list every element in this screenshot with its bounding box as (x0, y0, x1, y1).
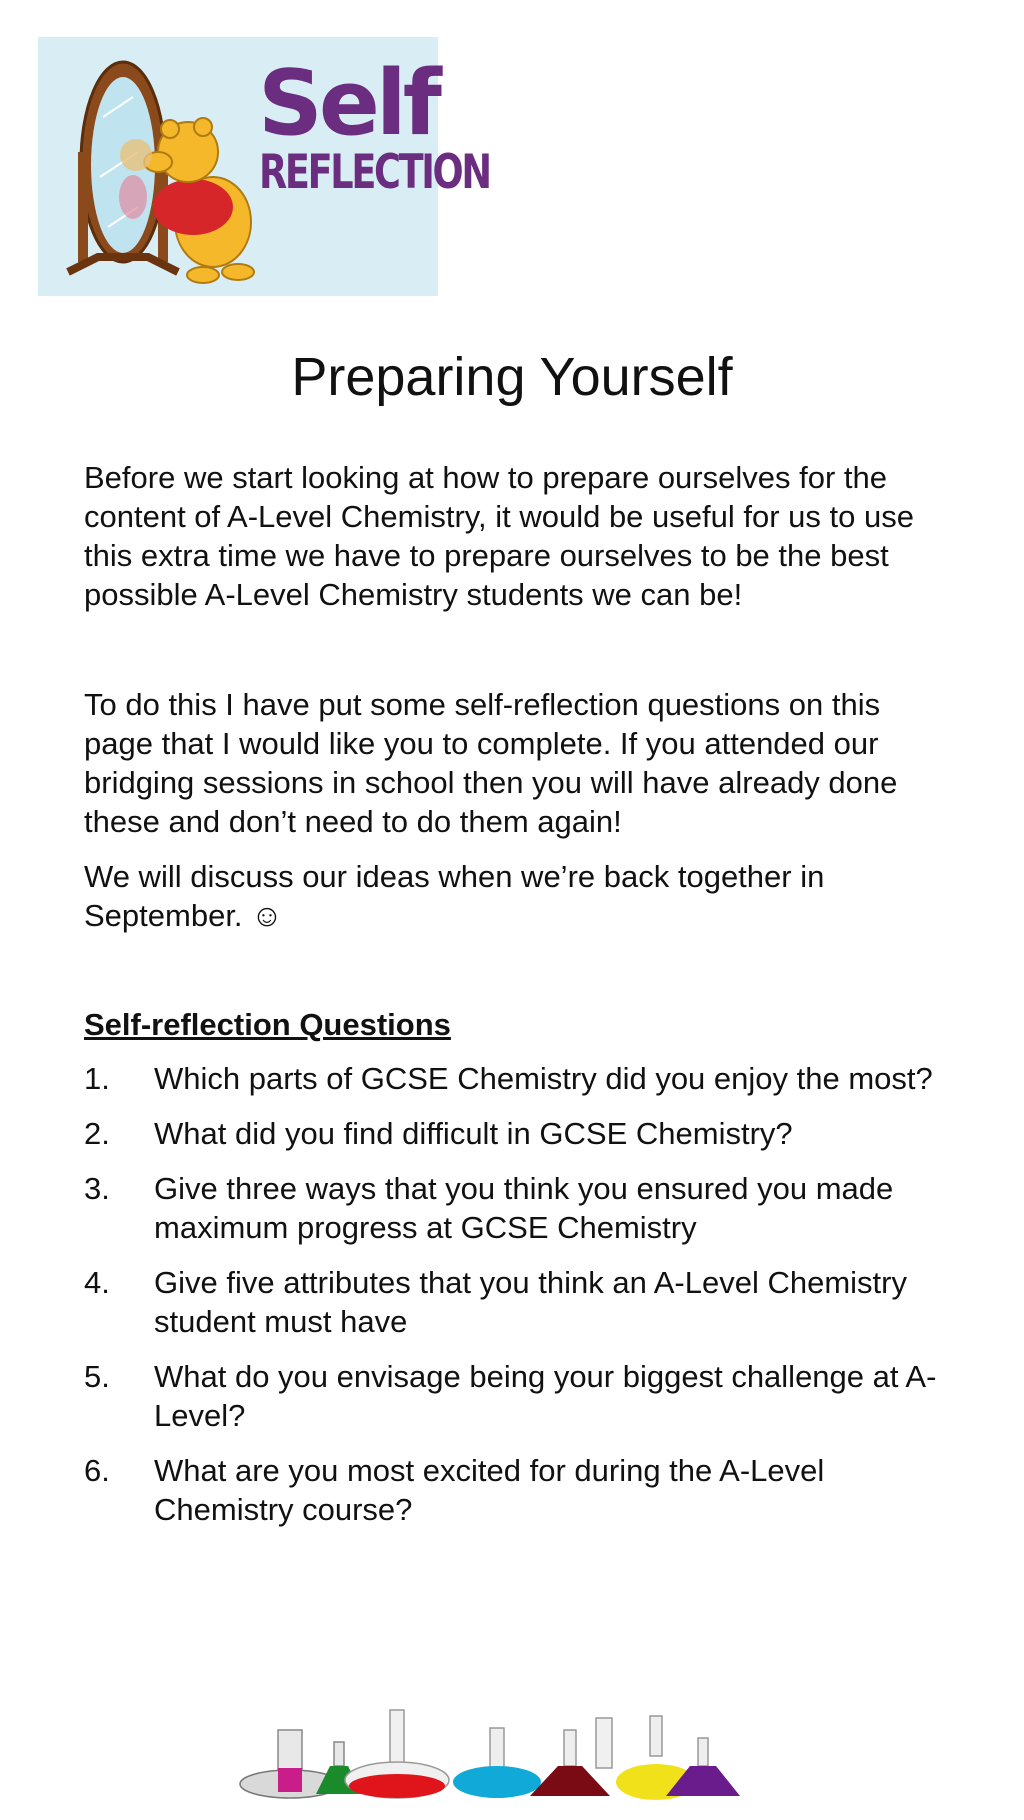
question-item (84, 1169, 964, 1247)
question-text: Give five attributes that you think an A-Level Chemistry student must have (154, 1265, 907, 1339)
questions-heading: Self-reflection Questions (84, 1007, 451, 1042)
question-text: Which parts of GCSE Chemistry did you enjoy the most? (154, 1061, 933, 1096)
question-text: What are you most excited for during the A-Level Chemistry course? (154, 1453, 825, 1527)
chemistry-glassware-image (238, 1708, 750, 1804)
question-text: What did you find difficult in GCSE Chemistry? (154, 1116, 793, 1151)
page-title: Preparing Yourself (291, 347, 733, 407)
question-item (84, 1114, 964, 1153)
question-number: 6. (84, 1453, 110, 1488)
instructions-paragraph: To do this I have put some self-reflection questions on this page that I would like you to complete. If you attended our bridging sessions in school then you will have already done these and don’t need to do them again! (84, 687, 898, 839)
question-item (84, 1059, 964, 1098)
questions-list (84, 1059, 964, 1545)
question-text: Give three ways that you think you ensured you made maximum progress at GCSE Chemistry (154, 1171, 894, 1245)
question-item (84, 1451, 964, 1529)
flask-icon (453, 1728, 541, 1798)
question-item (84, 1263, 964, 1341)
logo-word-self: Self (258, 51, 438, 156)
question-number: 3. (84, 1171, 110, 1206)
flask-icon (530, 1718, 612, 1796)
question-text: What do you envisage being your biggest challenge at A-Level? (154, 1359, 937, 1433)
question-number: 5. (84, 1359, 110, 1394)
question-item (84, 1357, 964, 1435)
question-number: 4. (84, 1265, 110, 1300)
question-number: 1. (84, 1061, 110, 1096)
question-number: 2. (84, 1116, 110, 1151)
discussion-paragraph: We will discuss our ideas when we’re back together in September. ☺ (84, 859, 825, 933)
intro-paragraph: Before we start looking at how to prepare ourselves for the content of A-Level Chemistry, it would be useful for us to use this extra time we have to prepare ourselves to be the best possible A-Level Chemistry students we can be! (84, 460, 914, 612)
logo-word-reflection: REFLECTION (259, 145, 490, 200)
flask-icon (345, 1710, 449, 1798)
self-reflection-logo (38, 37, 490, 296)
